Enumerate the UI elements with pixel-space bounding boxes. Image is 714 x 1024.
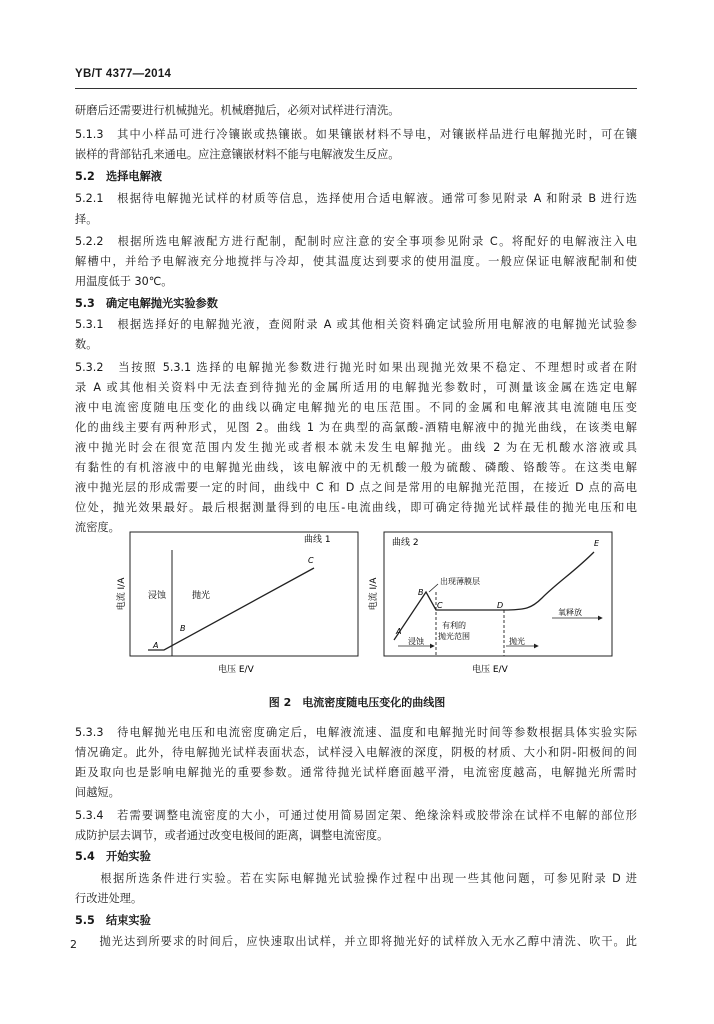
curve-1 (148, 568, 314, 650)
left-y-label: 电流 I/A (117, 577, 127, 611)
left-etch-label: 浸蚀 (148, 591, 167, 601)
right-point-e: E (594, 539, 600, 548)
figure-caption: 图 2 电流密度随电压变化的曲线图 (268, 696, 446, 709)
header-rule (75, 88, 637, 89)
right-point-c: C (437, 601, 443, 610)
left-x-label: 电压 E/V (218, 665, 254, 675)
left-curve-panel (115, 532, 358, 675)
left-point-b: B (180, 624, 186, 633)
film-note-pointer (429, 584, 438, 592)
text-line: 5.1.3 其中小样品可进行冷镶嵌或热镶嵌。如果镶嵌材料不导电，对镶嵌样品进行电解抛光时，可在镶 (75, 128, 637, 141)
text-line: 位处，抛光效果最好。最后根据测量得到的电压-电流曲线，即可确定待抛光试样最佳的抛光电压和电 (75, 501, 637, 514)
oxygen-label: 氧释放 (558, 608, 582, 617)
text-line: 液中电流密度随电压变化的曲线以确定电解抛光的电压范围。不同的金属和电解液其电流随电压变 (75, 401, 637, 414)
text-line: 5.2.1 根据待电解抛光试样的材质等信息，选择使用合适电解液。通常可参见附录 A 和附录 B 进行选 (75, 192, 637, 205)
text-line: 液中抛光时会在很宽范围内发生抛光或者根本就未发生电解抛光。曲线 2 为在无机酸水溶液或具 (75, 441, 637, 454)
text-line: 5.3.3 待电解抛光电压和电流密度确定后，电解液流速、温度和电解抛光时间等参数根据具体实验实际 (75, 726, 637, 739)
text-line: 距及取向也是影响电解抛光的重要参数。通常待抛光试样磨面越平滑，电流密度越高，电解抛光所需时 (75, 766, 637, 779)
text-line: 液中抛光层的形成需要一定的时间，曲线中 C 和 D 点之间是常用的电解抛光范围，在接近 D 点的高电 (75, 481, 637, 494)
left-point-a: A (153, 641, 159, 650)
film-note: 出现薄膜层 (440, 577, 480, 586)
text-line: 5.2.2 根据所选电解液配方进行配制，配制时应注意的安全事项参见附录 C。将配好的电解液注入电 (75, 235, 637, 248)
right-x-label: 电压 E/V (472, 665, 508, 675)
right-point-b: B (418, 588, 424, 597)
text-line: 流密度。 (75, 521, 120, 534)
page-number: 2 (70, 938, 77, 951)
right-curve-panel (367, 532, 612, 675)
right-polish-label: 抛光 (509, 637, 525, 646)
useful-range-label-2: 抛光范围 (438, 632, 470, 641)
text-line: 间越短。 (75, 786, 120, 799)
right-point-a: A (396, 627, 402, 636)
text-line: 情况确定。此外，待电解抛光试样表面状态，试样浸入电解液的深度，阴极的材质、大小和阴-阳极间的间 (75, 746, 637, 759)
left-point-c: C (308, 556, 314, 565)
text-line: 择。 (75, 213, 98, 226)
text-line: 嵌样的背部钻孔来通电。应注意镶嵌材料不能与电解液发生反应。 (75, 148, 400, 161)
left-polish-label: 抛光 (192, 591, 211, 601)
right-etch-label: 浸蚀 (408, 637, 424, 646)
text-line: 研磨后还需要进行机械抛光。机械磨抛后，必须对试样进行清洗。 (75, 104, 400, 117)
text-line: 行改进处理。 (75, 892, 143, 905)
standard-number: YB/T 4377—2014 (75, 68, 172, 80)
right-y-label: 电流 I/A (369, 577, 379, 611)
text-line: 化的曲线主要有两种形式，见图 2。曲线 1 为在典型的高氯酸-酒精电解液中的抛光曲线，在该类电解 (75, 421, 637, 434)
section-heading: 5.3 确定电解抛光实验参数 (75, 297, 218, 310)
text-line: 解槽中，并给予电解液充分地搅拌与冷却，使其温度达到要求的使用温度。一般应保证电解液配制和使 (75, 255, 637, 268)
text-line: 录 A 或其他相关资料中无法查到待抛光的金属所适用的电解抛光参数时，可测量该金属在选定电解 (75, 381, 637, 394)
text-line: 5.3.2 当按照 5.3.1 选择的电解抛光参数进行抛光时如果出现抛光效果不稳定、不理想时或者在附 (75, 361, 637, 374)
text-line: 成防护层去调节，或者通过改变电极间的距离，调整电流密度。 (75, 829, 389, 842)
left-curve-label: 曲线 1 (304, 535, 331, 545)
useful-range-label-1: 有利的 (442, 621, 466, 630)
section-heading: 5.4 开始实验 (75, 850, 151, 863)
text-line: 5.3.1 根据选择好的电解抛光液，查阅附录 A 或其他相关资料确定试验所用电解液的电解抛光试验参 (75, 318, 637, 331)
curve-2-right (504, 552, 594, 610)
section-heading: 5.2 选择电解液 (75, 170, 162, 183)
right-curve-label: 曲线 2 (392, 538, 419, 548)
figure-2 (108, 528, 628, 688)
section-heading: 5.5 结束实验 (75, 914, 151, 927)
text-line: 用温度低于 30℃。 (75, 275, 173, 288)
text-line: 5.3.4 若需要调整电流密度的大小，可通过使用简易固定架、绝缘涂料或胶带涂在试样不电解的部位形 (75, 809, 637, 822)
text-line: 抛光达到所要求的时间后，应快速取出试样，并立即将抛光好的试样放入无水乙醇中清洗、吹干。此 (75, 935, 637, 948)
right-point-d: D (497, 601, 504, 610)
text-line: 根据所选条件进行实验。若在实际电解抛光试验操作过程中出现一些其他问题，可参见附录 D 进 (75, 872, 637, 885)
text-line: 有黏性的有机溶液中的电解抛光曲线，该电解液中的无机酸一般为硫酸、磷酸、铬酸等。在这类电解 (75, 461, 637, 474)
text-line: 数。 (75, 338, 98, 351)
